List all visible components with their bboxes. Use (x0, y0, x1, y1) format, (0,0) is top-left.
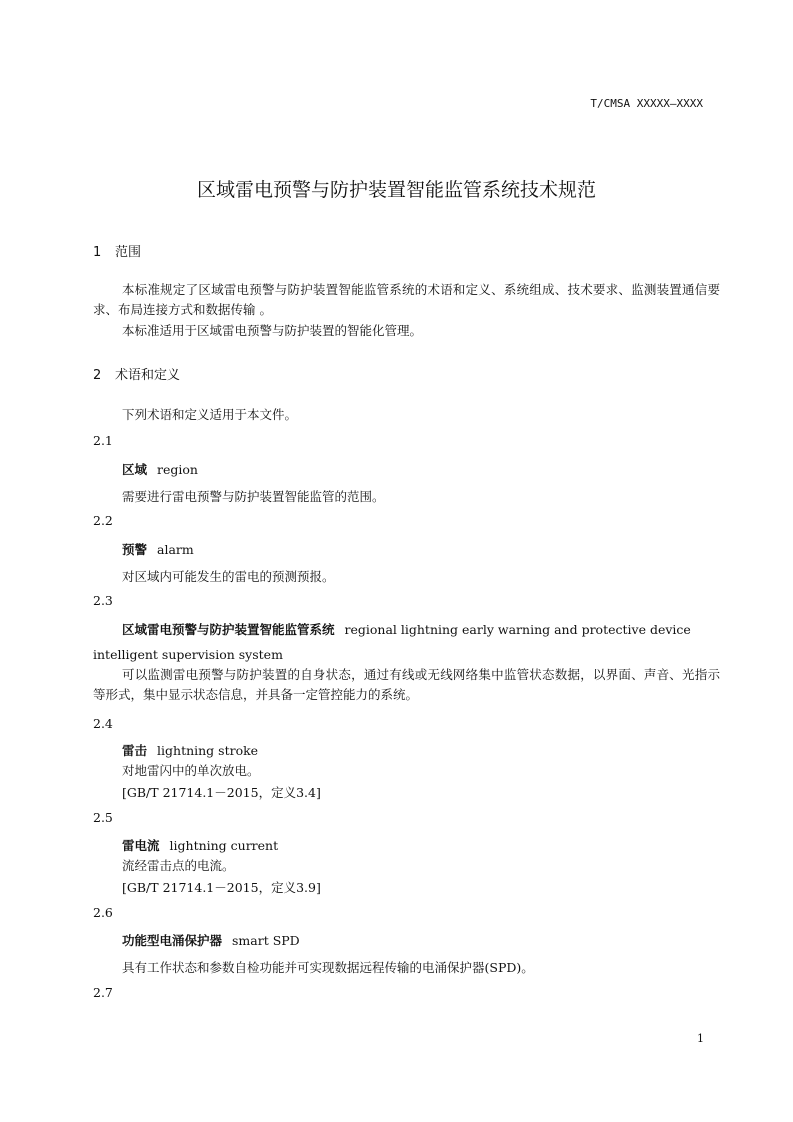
clause-number: 2.7 (93, 985, 113, 1000)
term-definition: 对地雷闪中的单次放电。 (122, 763, 260, 778)
term-zh: 区域 (122, 462, 148, 477)
term-source: [GB/T 21714.1－2015，定义3.4] (122, 785, 321, 800)
term-en: regional lightning early warning and protective device (344, 622, 691, 637)
term-entry (122, 836, 278, 854)
section-title: 范围 (115, 245, 142, 260)
clause-number: 2.2 (93, 513, 113, 528)
scope-paragraph-1: 本标准规定了区域雷电预警与防护装置智能监管系统的术语和定义、系统组成、技术要求、监测装置通信要求、布局连接方式和数据传输 。 (93, 282, 720, 317)
term-entry (122, 620, 691, 638)
term-definition: 具有工作状态和参数自检功能并可实现数据远程传输的电涌保护器(SPD)。 (122, 960, 534, 975)
term-zh: 区域雷电预警与防护装置智能监管系统 (122, 622, 335, 637)
term-en: smart SPD (232, 933, 300, 948)
document-number: T/CMSA XXXXX—XXXX (590, 97, 703, 110)
term-en: region (157, 462, 198, 477)
terms-intro: 下列术语和定义适用于本文件。 (122, 407, 298, 422)
section-2-heading (93, 364, 180, 383)
section-number: 2 (93, 368, 102, 383)
section-number: 1 (93, 245, 102, 260)
clause-number: 2.3 (93, 593, 113, 608)
term-zh: 雷电流 (122, 838, 160, 853)
page-number: 1 (697, 1032, 704, 1045)
term-definition: 对区域内可能发生的雷电的预测预报。 (122, 569, 335, 584)
term-source: [GB/T 21714.1－2015，定义3.9] (122, 880, 321, 895)
term-en: lightning stroke (157, 743, 259, 758)
clause-number: 2.1 (93, 433, 113, 448)
term-en: alarm (157, 542, 194, 557)
section-title: 术语和定义 (115, 368, 181, 383)
clause-number: 2.5 (93, 810, 113, 825)
term-entry (122, 931, 300, 949)
term-en: lightning current (169, 838, 279, 853)
section-1-heading (93, 241, 141, 260)
term-entry (122, 460, 198, 478)
term-definition: 可以监测雷电预警与防护装置的自身状态，通过有线或无线网络集中监管状态数据，以界面、声音、光指示等形式，集中显示状态信息，并具备一定管控能力的系统。 (93, 667, 720, 702)
term-zh: 预警 (122, 542, 148, 557)
term-en-continued: intelligent supervision system (93, 647, 283, 662)
clause-number: 2.4 (93, 716, 113, 731)
scope-paragraph-2: 本标准适用于区域雷电预警与防护装置的智能化管理。 (122, 323, 423, 338)
term-zh: 功能型电涌保护器 (122, 933, 223, 948)
term-entry (122, 540, 194, 558)
term-entry (122, 741, 258, 759)
page-title: 区域雷电预警与防护装置智能监管系统技术规范 (196, 179, 596, 201)
term-definition: 需要进行雷电预警与防护装置智能监管的范围。 (122, 489, 385, 504)
term-definition: 流经雷击点的电流。 (122, 858, 235, 873)
clause-number: 2.6 (93, 905, 113, 920)
term-zh: 雷击 (122, 743, 148, 758)
